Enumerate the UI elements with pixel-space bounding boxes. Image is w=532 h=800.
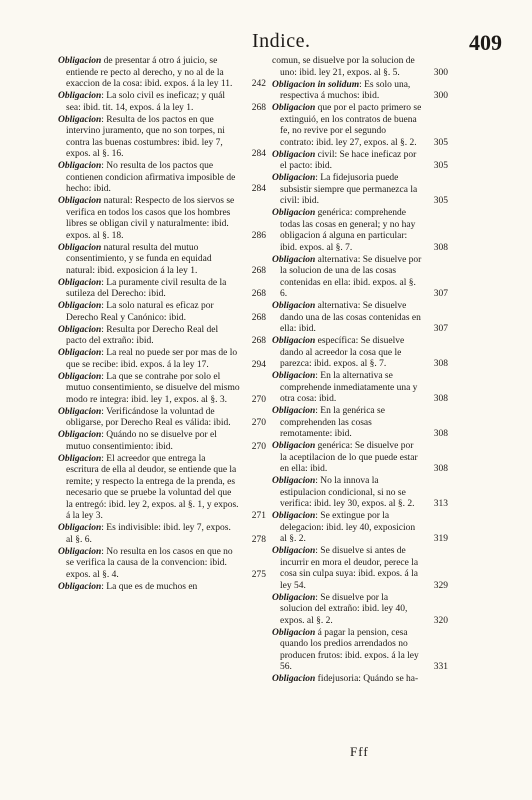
entry-page-ref: 307 xyxy=(433,289,448,299)
entry-page-ref: 313 xyxy=(433,499,448,509)
entry-keyword: Obligacion xyxy=(272,627,316,638)
index-column-left xyxy=(58,56,266,594)
index-entry xyxy=(272,628,448,674)
entry-keyword: Obligacion in solidum xyxy=(272,79,360,90)
entry-keyword: Obligacion xyxy=(58,91,102,101)
entry-keyword: Obligacion xyxy=(58,453,102,464)
entry-keyword: Obligacion xyxy=(58,523,102,533)
entry-text: civil: Se hace ineficaz por el pacto: ibid. xyxy=(280,149,417,171)
entry-page-ref: 308 xyxy=(433,359,448,369)
entry-text: : La solo civil es ineficaz; y quál sea: ibid. tit. 14, expos. á la ley 1. xyxy=(66,91,226,113)
entry-keyword: Obligacion xyxy=(58,581,102,592)
entry-page-ref: 284 xyxy=(251,149,266,159)
entry-keyword: Obligacion xyxy=(58,348,102,358)
entry-keyword: Obligacion xyxy=(272,149,316,160)
entry-page-ref: 308 xyxy=(433,242,448,253)
page-number: 409 xyxy=(469,30,502,55)
entry-page-ref: 307 xyxy=(433,324,448,334)
entry-text: : El acreedor que entrega la escritura de ella al deudor, se entiende que la remite; y respecto la entrega de la prenda, es necesario que se pruebe la voluntad del que la entregó: ibid. ley 2, expos. al §. 1, y expos. á la ley 3. xyxy=(66,453,239,521)
index-column-right xyxy=(272,56,448,686)
entry-keyword: Obligacion xyxy=(272,254,316,265)
index-entry xyxy=(58,430,266,453)
entry-page-ref: 268 xyxy=(251,312,266,323)
entry-keyword: Obligacion xyxy=(58,324,102,335)
entry-text: : Quándo no se disuelve por el mutuo consentimiento: ibid. xyxy=(66,430,217,452)
entry-text: fidejusoria: Quándo se ha- xyxy=(315,674,419,684)
entry-page-ref: 268 xyxy=(251,336,266,346)
index-entry xyxy=(58,161,266,196)
index-entry xyxy=(58,407,266,430)
index-entry xyxy=(58,243,266,278)
entry-keyword: Obligacion xyxy=(272,336,316,346)
entry-keyword: Obligacion xyxy=(272,371,316,381)
index-entry xyxy=(272,371,448,406)
entry-keyword: Obligacion xyxy=(272,441,316,451)
entry-text: genérica: comprehende todas las cosas en general; y no hay obligacion á alguna en particular: ibid. expos. al §. 7. xyxy=(280,208,416,253)
entry-text: que por el pacto primero se extinguió, en los contratos de buena fe, no revive por el segundo contrato: ibid. ley 27, expos. al §. 2. xyxy=(280,103,422,148)
entry-page-ref: 242 xyxy=(251,79,266,89)
entry-page-ref: 294 xyxy=(251,359,266,370)
entry-keyword: Obligacion xyxy=(272,173,316,183)
entry-text: : Resulta por Derecho Real del pacto del extraño: ibid. xyxy=(66,324,219,346)
entry-keyword: Obligacion xyxy=(58,56,102,66)
index-entry xyxy=(272,593,448,628)
index-entry xyxy=(272,173,448,208)
entry-text: alternativa: Se disuelve por la solucion de una de las cosas contenidas en ella: ibid. expos. al §. 6. xyxy=(280,254,422,299)
entry-text: : Se extingue por la delegacion: ibid. ley 40, exposicion al §. 2. xyxy=(280,511,416,544)
entry-keyword: Obligacion xyxy=(272,674,316,684)
entry-page-ref: 268 xyxy=(251,102,266,113)
entry-text: : La puramente civil resulta de la sutileza del Derecho: ibid. xyxy=(66,277,227,299)
entry-text: á pagar la pension, cesa quando los predios arrendados no producen frutos: ibid. expos. á la ley 56. xyxy=(280,627,419,672)
entry-page-ref: 270 xyxy=(251,394,266,405)
index-entry xyxy=(272,56,448,79)
entry-text: genérica: Se disuelve por la aceptilacion de lo que puede estar en ella: ibid. xyxy=(280,441,418,474)
index-entry xyxy=(58,582,266,594)
entry-keyword: Obligacion xyxy=(58,277,102,288)
index-entry xyxy=(272,255,448,301)
index-entry xyxy=(58,348,266,371)
entry-page-ref: 284 xyxy=(251,184,266,194)
entry-keyword: Obligacion xyxy=(58,430,102,440)
entry-page-ref: 331 xyxy=(433,662,448,672)
entry-page-ref: 300 xyxy=(433,91,448,101)
index-entry xyxy=(272,441,448,476)
entry-text: específica: Se disuelve dando al acreedor la cosa que le parezca: ibid. expos. al §. 7. xyxy=(280,336,405,369)
entry-text: : En la genérica se comprehenden las cosas remotamente: ibid. xyxy=(280,406,385,439)
entry-text: : La fidejusoria puede subsistir siempre que permanezca la civil: ibid. xyxy=(280,173,418,206)
index-entry xyxy=(272,546,448,592)
index-entry xyxy=(58,301,266,324)
index-entry xyxy=(272,476,448,511)
entry-keyword: Obligacion xyxy=(272,476,316,486)
entry-text: : No resulta en los casos en que no se verifica la causa de la convencion: ibid. expos. al §. 4. xyxy=(66,546,233,580)
index-entry xyxy=(58,196,266,242)
entry-keyword: Obligacion xyxy=(58,301,102,311)
index-entry xyxy=(272,150,448,173)
index-entry xyxy=(272,511,448,546)
entry-text: : Es solo una, respectiva á muchos: ibid. xyxy=(280,79,411,101)
entry-keyword: Obligacion xyxy=(58,371,102,382)
entry-text: : En la alternativa se comprehende inmediatamente una y otra cosa: ibid. xyxy=(280,371,418,404)
index-entry xyxy=(272,674,448,686)
entry-keyword: Obligacion xyxy=(272,208,316,218)
index-entry xyxy=(272,301,448,336)
entry-text: natural: Respecto de los siervos se verifica en todos los casos que los hombres libres se obligan civil y naturalmente: ibid. expos. al §. 18. xyxy=(66,196,235,241)
entry-page-ref: 319 xyxy=(433,534,448,544)
entry-page-ref: 329 xyxy=(433,580,448,591)
entry-page-ref: 308 xyxy=(433,394,448,404)
entry-text: natural resulta del mutuo consentimiento, y se funda en equidad natural: ibid. exposicion á la ley 1. xyxy=(66,242,212,276)
entry-keyword: Obligacion xyxy=(272,511,316,521)
entry-text: alternativa: Se disuelve dando una de las cosas contenidas en ella: ibid. xyxy=(280,301,421,334)
entry-text: : La real no puede ser por mas de lo que se recibe: ibid. expos. á la ley 17. xyxy=(66,348,238,370)
index-entry xyxy=(58,115,266,161)
entry-page-ref: 320 xyxy=(433,615,448,626)
entry-text: : Se disuelve si antes de incurrir en mora el deudor, perece la cosa sin culpa suya: ibid. expos. á la ley 54. xyxy=(280,546,419,591)
entry-page-ref: 270 xyxy=(251,418,266,428)
entry-page-ref: 278 xyxy=(251,534,266,545)
entry-keyword: Obligacion xyxy=(58,196,102,206)
entry-page-ref: 268 xyxy=(251,265,266,276)
index-entry xyxy=(58,56,266,91)
index-entry xyxy=(272,208,448,254)
index-entry xyxy=(58,325,266,348)
entry-keyword: Obligacion xyxy=(272,103,316,113)
entry-keyword: Obligacion xyxy=(272,546,316,556)
entry-text: : La que es de muchos en xyxy=(101,581,198,592)
entry-text: : No la innova la estipulacion condicional, si no se verifica: ibid. ley 30, expos. al §. 2. xyxy=(280,476,415,509)
index-entry xyxy=(272,103,448,149)
entry-text: : Resulta de los pactos en que intervino juramento, que no son torpes, ni contra las buenas costumbres: ibid. ley 7, expos. al §. 16. xyxy=(66,114,225,159)
entry-text: : Se disuelve por la solucion del extraño: ibid. ley 40, expos. al §. 2. xyxy=(280,592,408,626)
index-entry xyxy=(58,91,266,114)
entry-keyword: Obligacion xyxy=(272,301,316,311)
index-entry xyxy=(58,372,266,407)
entry-text: : La que se contrahe por solo el mutuo consentimiento, se disuelve del mismo modo re integra: ibid. ley 1, expos. al §. 3. xyxy=(66,371,240,405)
entry-keyword: Obligacion xyxy=(58,406,102,417)
entry-text: : La solo natural es eficaz por Derecho Real y Canónico: ibid. xyxy=(66,301,214,323)
entry-keyword: Obligacion xyxy=(272,592,316,603)
entry-page-ref: 270 xyxy=(251,441,266,452)
entry-page-ref: 268 xyxy=(251,289,266,299)
entry-page-ref: 271 xyxy=(251,511,266,521)
entry-keyword: Obligacion xyxy=(272,406,316,416)
index-entry xyxy=(58,454,266,523)
entry-page-ref: 300 xyxy=(433,67,448,78)
index-entry xyxy=(272,80,448,103)
entry-text: comun, se disuelve por la solucion de uno: ibid. ley 21, expos. al §. 5. xyxy=(272,56,415,78)
signature-mark: Fff xyxy=(350,744,369,759)
entry-page-ref: 308 xyxy=(433,429,448,439)
entry-keyword: Obligacion xyxy=(58,161,102,171)
entry-keyword: Obligacion xyxy=(58,114,102,125)
index-entry xyxy=(58,547,266,582)
entry-keyword: Obligacion xyxy=(58,546,102,557)
page-title: Indice. xyxy=(252,30,311,52)
entry-page-ref: 305 xyxy=(433,196,448,206)
entry-keyword: Obligacion xyxy=(58,242,102,253)
entry-page-ref: 305 xyxy=(433,161,448,171)
entry-text: de presentar á otro á juicio, se entiende re pecto al derecho, y no al de la exaccion de la cosa: ibid. expos. á la ley 11. xyxy=(66,56,233,89)
entry-page-ref: 275 xyxy=(251,569,266,580)
index-entry xyxy=(272,336,448,371)
entry-text: : No resulta de los pactos que contienen condicion afirmativa imposible de hecho: ibid. xyxy=(66,161,236,194)
entry-text: : Verificándose la voluntad de obligarse, por Derecho Real es válida: ibid. xyxy=(66,406,231,428)
entry-text: : Es indivisible: ibid. ley 7, expos. al §. 6. xyxy=(66,523,231,545)
entry-page-ref: 308 xyxy=(433,464,448,474)
index-entry xyxy=(58,278,266,301)
index-entry xyxy=(58,523,266,546)
index-entry xyxy=(272,406,448,441)
entry-page-ref: 305 xyxy=(433,137,448,148)
entry-page-ref: 286 xyxy=(251,230,266,241)
